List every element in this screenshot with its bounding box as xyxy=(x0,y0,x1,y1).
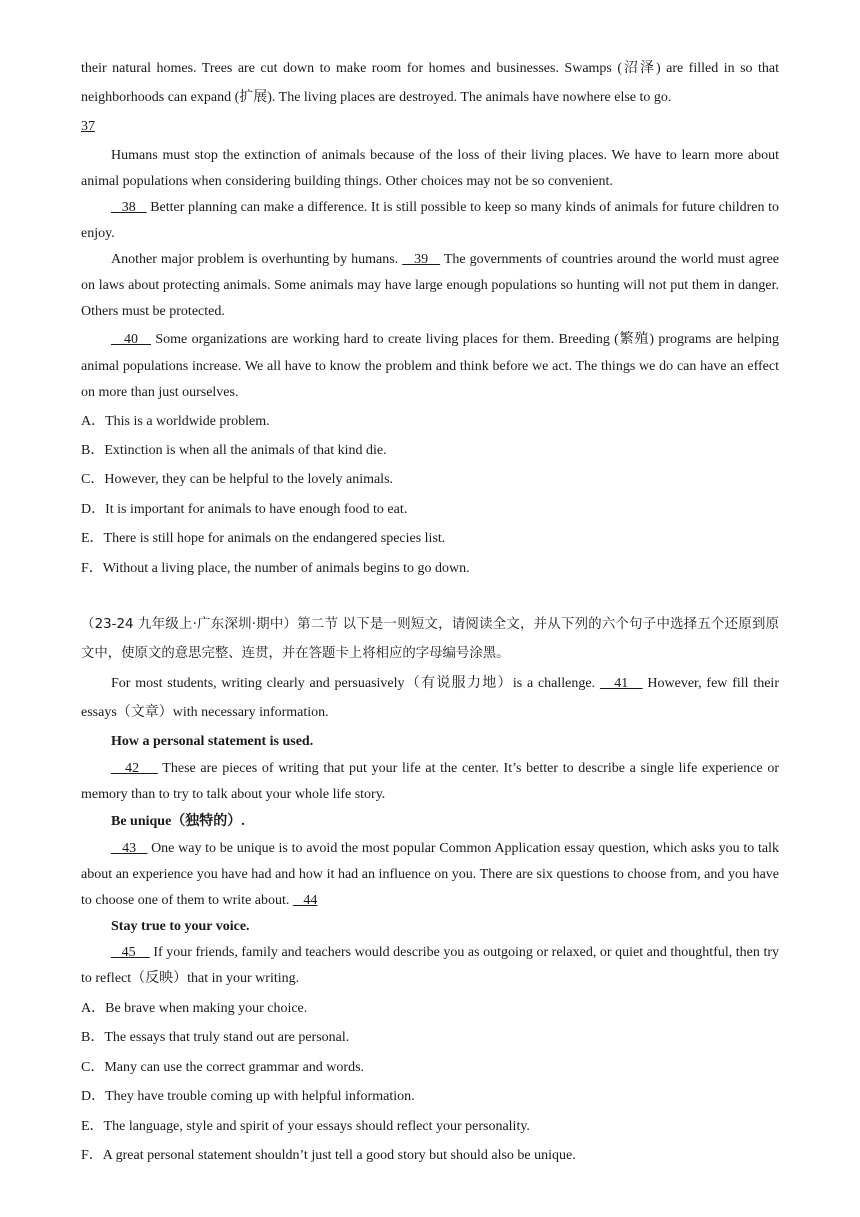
option-2-f: F．A great personal statement shouldn’t just tell a good story but should also be unique. xyxy=(81,1147,576,1163)
passage1-paragraph-4-text: The governments of countries around the world must agree on laws about protecting animals. Some animals may have large enough populations so hunting will not put them in danger. Others must be protected. xyxy=(81,252,780,319)
option-1-e: E．There is still hope for animals on the endangered species list. xyxy=(81,531,446,547)
blank-45: 45 xyxy=(111,944,150,960)
passage1-paragraph-3-text: Better planning can make a difference. It is still possible to keep so many kinds of animals for future children to enjoy. xyxy=(81,200,779,241)
passage2-paragraph-1 xyxy=(81,669,779,728)
passage1-paragraph-1-text: their natural homes. Trees are cut down to make room for homes and businesses. Swamps (沼泽) are filled in so that neighborhoods can expand (扩展). The living places are destroyed. The animals have nowhere else to go. xyxy=(81,61,779,105)
option-2-c: C．Many can use the correct grammar and words. xyxy=(81,1059,365,1075)
passage2-heading-2: Be unique（独特的）. xyxy=(111,813,245,829)
option-2-b: B．The essays that truly stand out are personal. xyxy=(81,1030,350,1046)
option-1-c: C．However, they can be helpful to the lovely animals. xyxy=(81,472,394,488)
passage1-paragraph-5 xyxy=(81,327,779,407)
passage2-paragraph-2-text: These are pieces of writing that put your life at the center. It’s better to describe a single life experience or memory than to try to talk about your whole life story. xyxy=(81,760,779,802)
blank-39: 39 xyxy=(402,252,441,267)
passage2-paragraph-4-text: If your friends, family and teachers would describe you as outgoing or relaxed, or quiet and thoughtful, then try to reflect（反映）that in your writing. xyxy=(81,944,779,986)
passage2-paragraph-1-text: However, few fill their essays（文章）with necessary information. xyxy=(81,675,779,721)
blank-43: 43 xyxy=(111,840,148,856)
option-2-e: E．The language, style and spirit of your essays should reflect your personality. xyxy=(81,1118,530,1134)
options-list-2 xyxy=(81,994,779,1170)
blank-41: 41 xyxy=(599,675,643,691)
passage2-heading-3: Stay true to your voice. xyxy=(111,918,250,934)
passage1-paragraph-2: Humans must stop the extinction of animals because of the loss of their living places. We have to learn more about animal populations when considering building things. Other choices may not be so convenient. xyxy=(81,148,779,189)
option-1-b: B．Extinction is when all the animals of that kind die. xyxy=(81,442,387,458)
passage1-paragraph-3 xyxy=(81,195,779,247)
passage2-paragraph-3-text: One way to be unique is to avoid the most popular Common Application essay question, which asks you to talk about an experience you have had and how it had an influence on you. There are six questions to choose from, and you have to choose one of them to write about. xyxy=(81,840,780,908)
option-2-a: A．Be brave when making your choice. xyxy=(81,1000,308,1016)
passage2-paragraph-1-start: For most students, writing clearly and persuasively（有说服力地）is a challenge. xyxy=(111,675,600,691)
passage1-paragraph-4 xyxy=(81,247,779,325)
option-2-d: D．They have trouble coming up with helpful information. xyxy=(81,1089,415,1105)
passage1-paragraph-1 xyxy=(81,54,779,141)
passage2-paragraph-2 xyxy=(81,756,779,808)
options-list-1 xyxy=(81,407,779,583)
document-page xyxy=(81,54,779,1170)
blank-40: 40 xyxy=(111,332,152,347)
blank-44: 44 xyxy=(292,892,318,908)
blank-37: 37 xyxy=(81,119,95,134)
passage2-paragraph-3 xyxy=(81,836,779,914)
option-1-d: D．It is important for animals to have enough food to eat. xyxy=(81,501,408,517)
blank-42: 42 xyxy=(111,760,158,776)
option-1-a: A．This is a worldwide problem. xyxy=(81,413,270,429)
passage1-paragraph-5-text: Some organizations are working hard to create living places for them. Breeding (繁殖) programs are helping animal populations increase. We all have to know the problem and think before we act. The things we do can have an effect on more than just ourselves. xyxy=(81,332,779,400)
passage1-paragraph-4-start: Another major problem is overhunting by humans. xyxy=(111,252,403,267)
blank-38: 38 xyxy=(111,200,147,215)
passage2-heading-1: How a personal statement is used. xyxy=(111,733,314,749)
passage2-paragraph-4 xyxy=(81,940,779,992)
option-1-f: F．Without a living place, the number of animals begins to go down. xyxy=(81,560,470,576)
section-2-header: （23-24 九年级上·广东深圳·期中）第二节 以下是一则短文，请阅读全文，并从下列的六个句子中选择五个还原到原文中，使原文的意思完整、连贯，并在答题卡上将相应的字母编号涂黑。 xyxy=(81,616,779,662)
